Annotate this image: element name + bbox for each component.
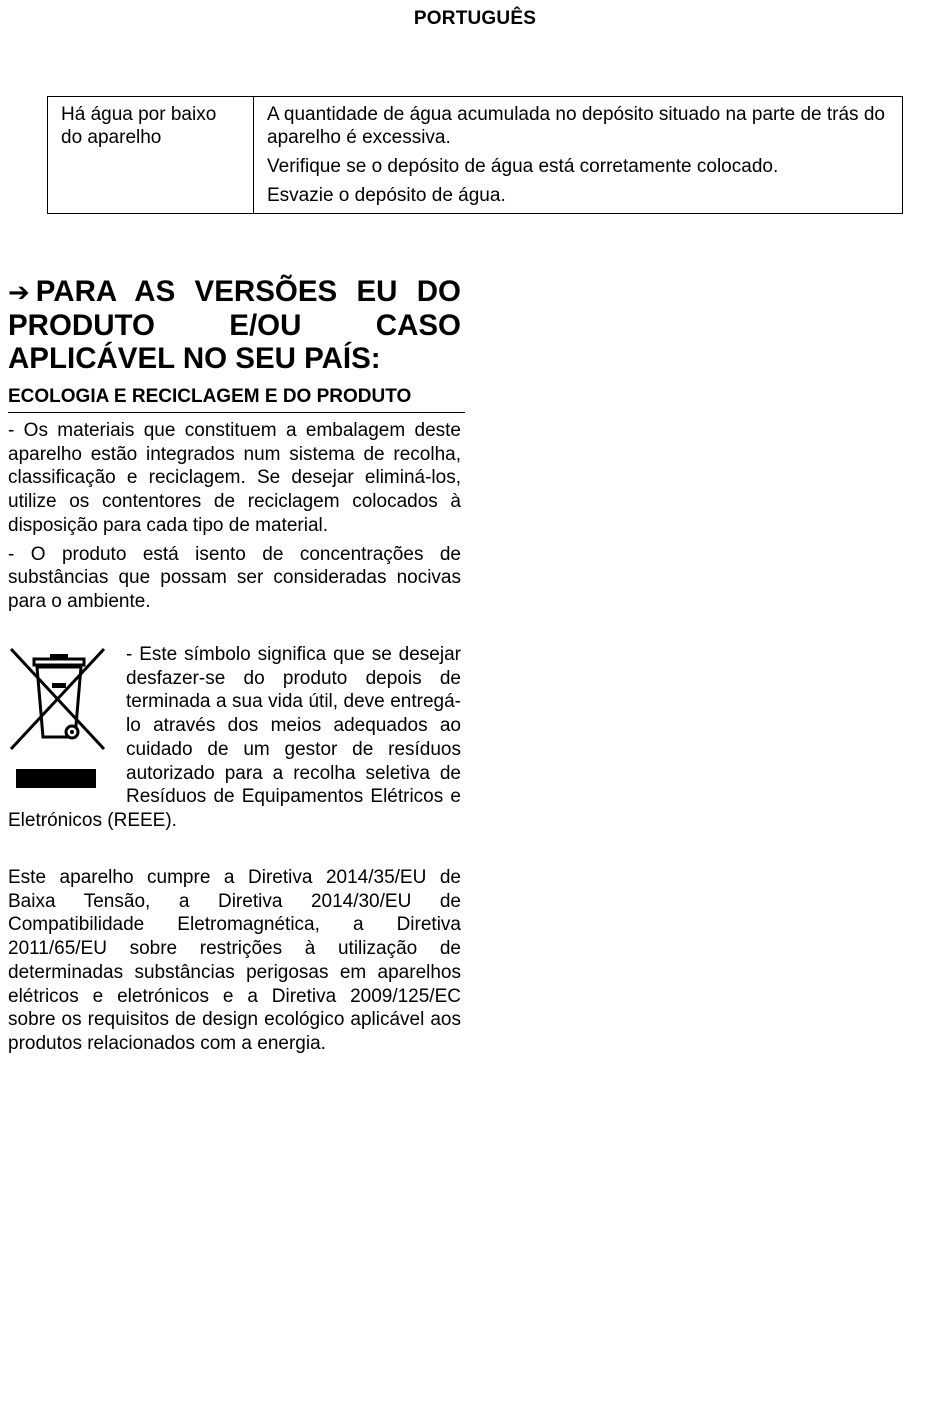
paragraph: - O produto está isento de concentrações de substâncias que possam ser consideradas nocivas para o ambiente. bbox=[8, 543, 461, 612]
section-title-block bbox=[8, 275, 461, 375]
section-title: PARA AS VERSÕES EU DO PRODUTO E/OU CASO APLICÁVEL NO SEU PAÍS: bbox=[8, 275, 461, 375]
solution-cell bbox=[254, 97, 903, 214]
solution-text: Esvazie o depósito de água. bbox=[267, 185, 506, 206]
solution-text: Verifique se o depósito de água está corretamente colocado. bbox=[267, 156, 779, 177]
paragraph: - Os materiais que constituem a embalagem deste aparelho estão integrados num sistema de recolha, classificação e reciclagem. Se desejar eliminá-los, utilize os contentores de reciclagem colocados à disposição para cada tipo de material. bbox=[8, 420, 461, 536]
table-row bbox=[48, 97, 903, 214]
weee-text: - Este símbolo significa que se desejar desfazer-se do produto depois de terminada a sua vida útil, deve entregá-lo através dos meios adequados ao cuidado de um gestor de resíduos autorizado para a recolha seletiva de Resíduos de Equipamentos Elétricos e Eletrónicos (REEE). bbox=[8, 644, 461, 831]
recycling-paragraphs bbox=[8, 419, 461, 619]
problem-cell: Há água por baixo do aparelho bbox=[48, 97, 254, 214]
solution-text: A quantidade de água acumulada no depósito situado na parte de trás do aparelho é excessiva. bbox=[267, 104, 885, 148]
troubleshooting-table bbox=[47, 96, 903, 214]
page-language-header: PORTUGUÊS bbox=[413, 8, 537, 29]
arrow-right-icon: ➔ bbox=[8, 277, 30, 307]
weee-block bbox=[8, 643, 461, 833]
section-subheading: ECOLOGIA E RECICLAGEM E DO PRODUTO bbox=[8, 386, 465, 413]
directive-paragraph: Este aparelho cumpre a Diretiva 2014/35/EU de Baixa Tensão, a Diretiva 2014/30/EU de Compatibilidade Eletromagnética, a Diretiva 2011/65/EU sobre restrições à utilização de determinadas substâncias perigosas em aparelhos elétricos e eletrónicos e a Diretiva 2009/125/EC sobre os requisitos de design ecológico aplicável aos produtos relacionados com a energia. bbox=[8, 867, 461, 1054]
crossed-out-wheelie-bin-icon bbox=[8, 645, 108, 793]
